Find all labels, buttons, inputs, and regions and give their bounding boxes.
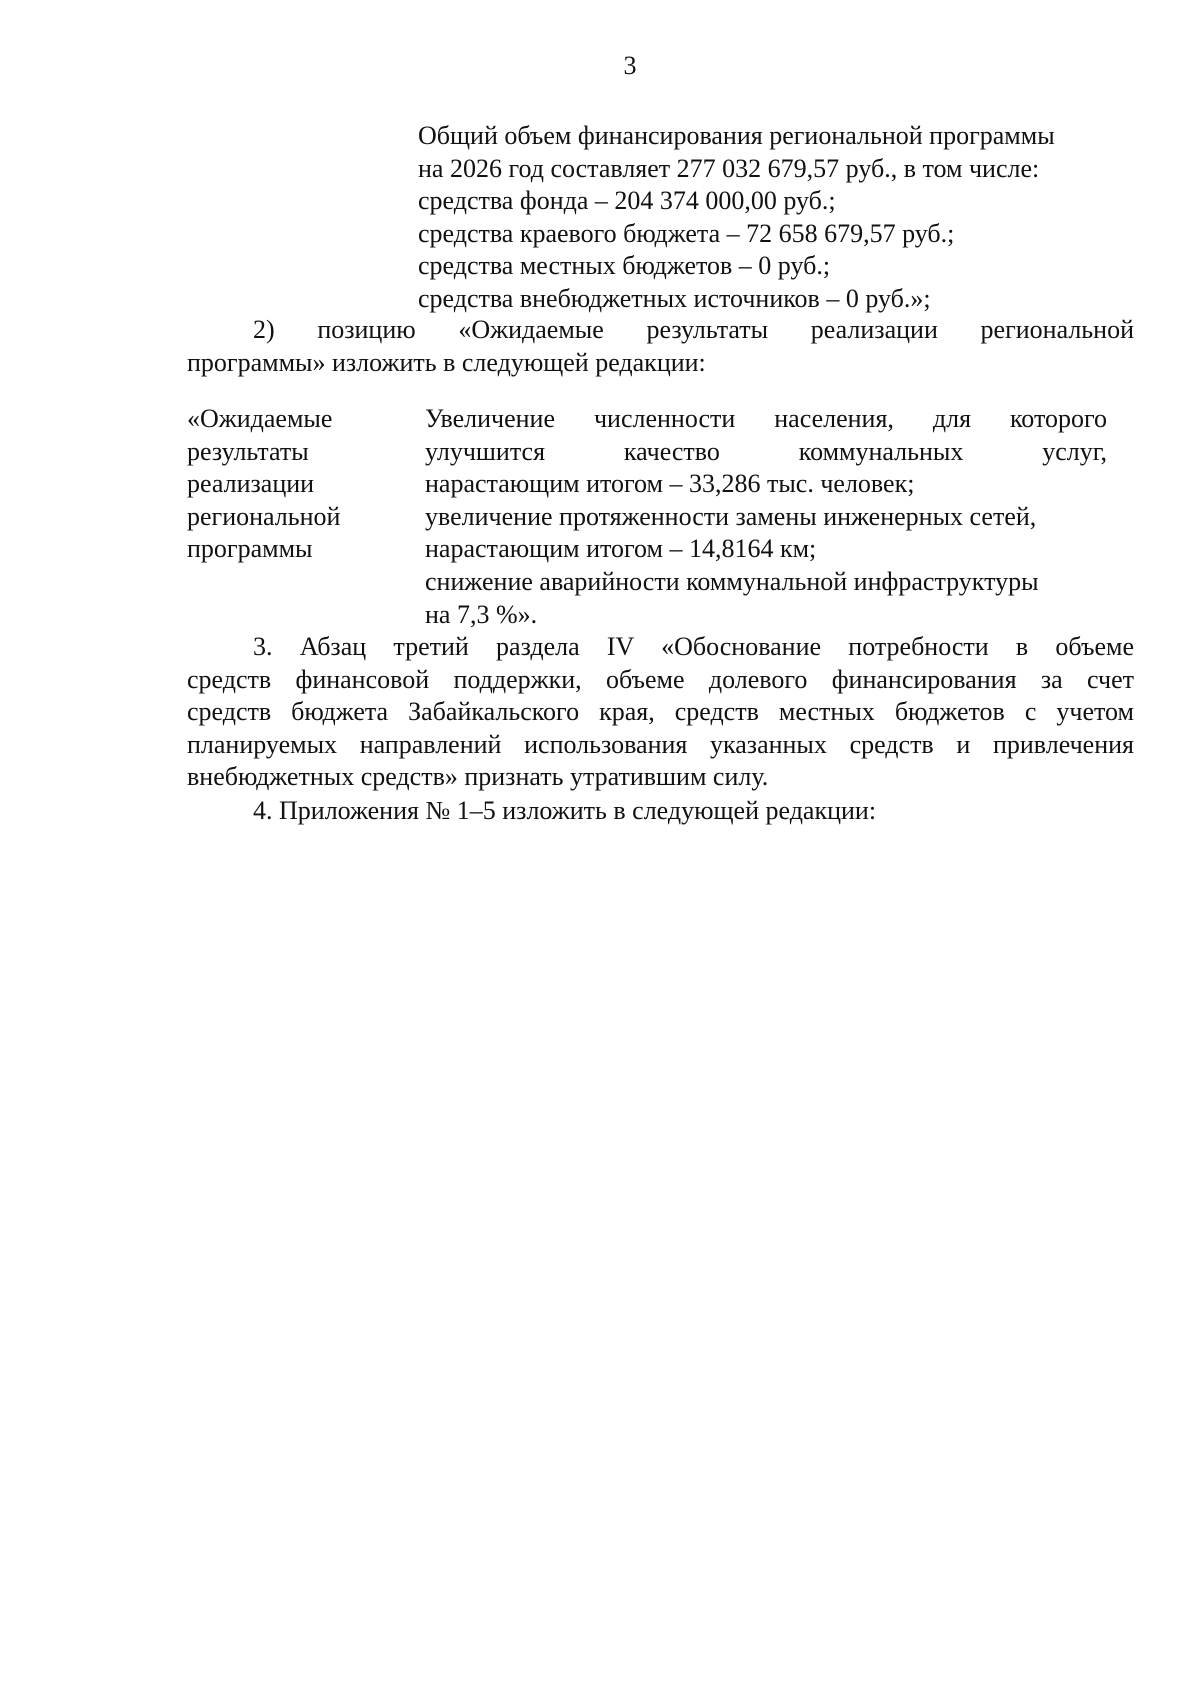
results-label-line: программы	[187, 534, 313, 564]
page-number: 3	[623, 51, 637, 80]
item-2-paragraph	[187, 314, 1134, 379]
item-3-line: средств финансовой поддержки, объеме долевого финансирования за счет	[187, 664, 1134, 694]
item-2-line: программы» изложить в следующей редакции:	[187, 347, 706, 377]
results-value-column	[425, 403, 1107, 631]
item-4-paragraph	[187, 795, 1134, 828]
financing-line: средства местных бюджетов – 0 руб.;	[418, 251, 831, 281]
results-value-line: нарастающим итогом – 14,8164 км;	[425, 534, 817, 564]
item-3-paragraph	[187, 631, 1134, 794]
results-label-line: результаты	[187, 436, 309, 466]
results-value-line: улучшится качество коммунальных услуг,	[425, 436, 1107, 466]
item-3-line: планируемых направлений использования указанных средств и привлечения	[187, 729, 1134, 759]
results-label-line: реализации	[187, 469, 315, 499]
results-value-line: нарастающим итогом – 33,286 тыс. человек;	[425, 469, 915, 499]
financing-block	[418, 120, 1138, 316]
financing-line: на 2026 год составляет 277 032 679,57 руб., в том числе:	[418, 153, 1040, 183]
results-value-line: на 7,3 %».	[425, 599, 538, 629]
results-label-line: региональной	[187, 501, 341, 531]
item-3-line: средств бюджета Забайкальского края, средств местных бюджетов с учетом	[187, 697, 1134, 727]
financing-line: Общий объем финансирования региональной программы	[418, 121, 1055, 150]
item-2-line: 2) позицию «Ожидаемые результаты реализации региональной	[253, 315, 1134, 344]
results-value-line: увеличение протяженности замены инженерных сетей,	[425, 501, 1037, 531]
results-label-column	[187, 403, 407, 566]
item-3-line: 3. Абзац третий раздела IV «Обоснование потребности в объеме	[253, 632, 1134, 661]
results-label-line: «Ожидаемые	[187, 404, 333, 433]
results-value-line: снижение аварийности коммунальной инфраструктуры	[425, 566, 1039, 596]
item-3-line: внебюджетных средств» признать утратившим силу.	[187, 762, 769, 792]
item-4-line: 4. Приложения № 1–5 изложить в следующей редакции:	[253, 796, 877, 825]
financing-line: средства внебюджетных источников – 0 руб.»;	[418, 283, 931, 313]
financing-line: средства фонда – 204 374 000,00 руб.;	[418, 186, 836, 216]
financing-line: средства краевого бюджета – 72 658 679,57 руб.;	[418, 218, 955, 248]
results-value-line: Увеличение численности населения, для которого	[425, 404, 1107, 433]
